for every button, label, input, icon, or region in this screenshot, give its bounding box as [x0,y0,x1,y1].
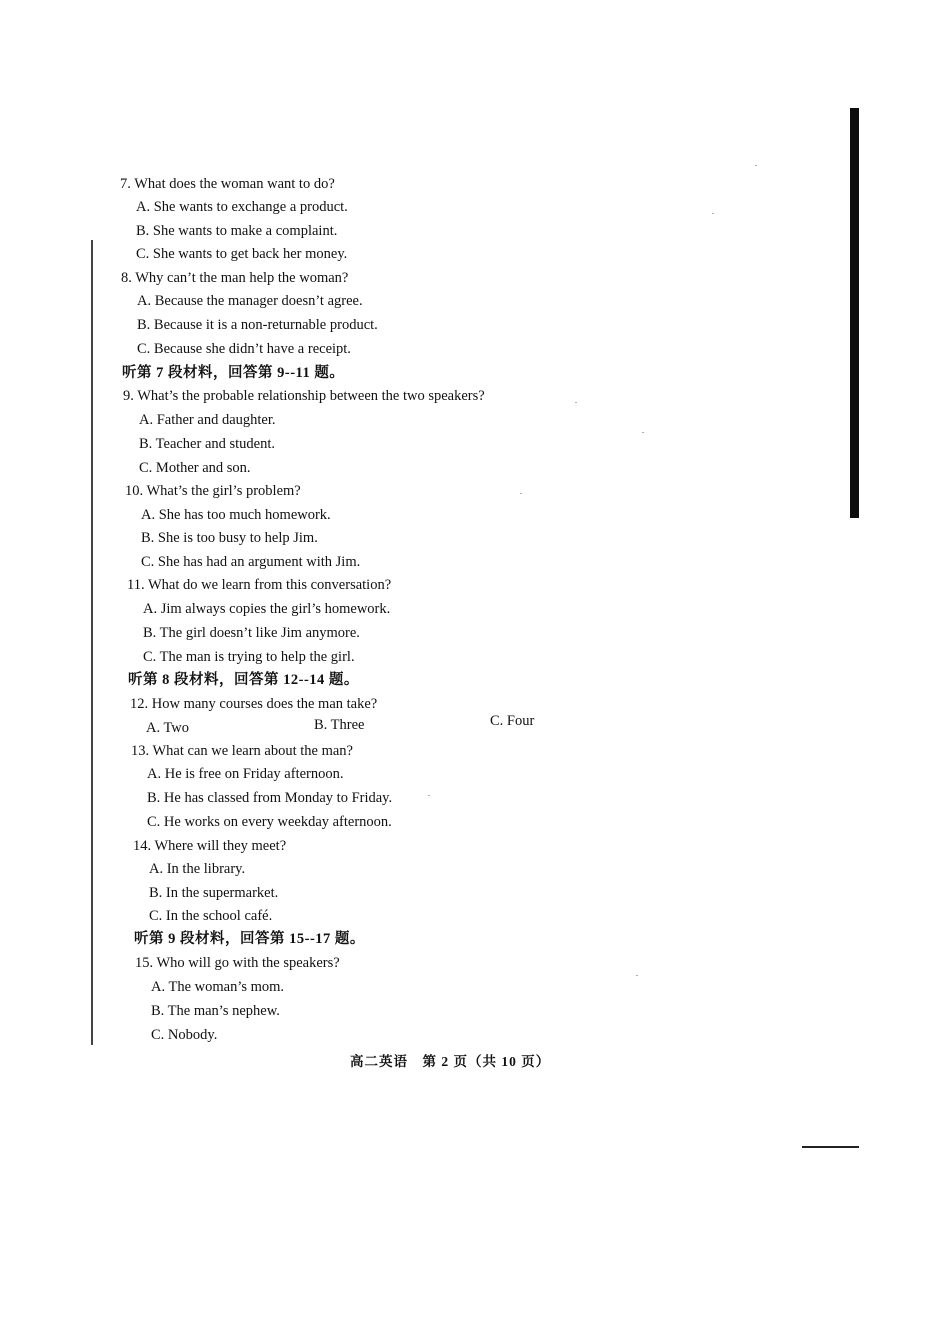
option-10c: C. She has had an argument with Jim. [141,554,361,570]
option-13b: B. He has classed from Monday to Friday. [147,790,393,806]
scan-speck [755,165,757,166]
option-14c: C. In the school café. [149,908,273,924]
section-header-8: 听第 8 段材料，回答第 12--14 题。 [128,672,359,688]
option-9b: B. Teacher and student. [139,436,276,452]
option-13a: A. He is free on Friday afternoon. [147,766,344,782]
scan-speck [642,432,644,433]
option-9a: A. Father and daughter. [139,412,276,428]
question-7: 7. What does the woman want to do? [120,176,335,192]
section-header-9: 听第 9 段材料，回答第 15--17 题。 [134,931,365,947]
option-11b: B. The girl doesn’t like Jim anymore. [143,625,360,641]
option-15a: A. The woman’s mom. [151,979,285,995]
option-11a: A. Jim always copies the girl’s homework. [143,601,391,617]
page-footer: 高二英语 第 2 页（共 10 页） [350,1054,551,1069]
option-10a: A. She has too much homework. [141,507,331,523]
scan-bottom-mark [802,1146,859,1148]
question-10: 10. What’s the girl’s problem? [125,483,301,499]
question-13: 13. What can we learn about the man? [131,743,353,759]
option-7a: A. She wants to exchange a product. [136,199,348,215]
question-9: 9. What’s the probable relationship between the two speakers? [123,388,485,404]
option-14a: A. In the library. [149,861,246,877]
option-13c: C. He works on every weekday afternoon. [147,814,392,830]
scan-edge-bar [850,108,859,518]
option-7c: C. She wants to get back her money. [136,246,348,262]
option-8c: C. Because she didn’t have a receipt. [137,341,351,357]
option-15b: B. The man’s nephew. [151,1003,280,1019]
option-8b: B. Because it is a non-returnable product. [137,317,378,333]
option-15c: C. Nobody. [151,1027,218,1043]
section-header-7: 听第 7 段材料，回答第 9--11 题。 [122,365,345,381]
scan-speck [428,795,430,796]
question-11: 11. What do we learn from this conversation? [127,577,392,593]
option-14b: B. In the supermarket. [149,885,279,901]
scan-left-rule [91,240,93,1045]
question-15: 15. Who will go with the speakers? [135,955,340,971]
question-8: 8. Why can’t the man help the woman? [121,270,349,286]
scan-speck [575,402,577,403]
option-11c: C. The man is trying to help the girl. [143,649,355,665]
scan-speck [712,213,714,214]
option-12c: C. Four [490,713,535,729]
scan-speck [520,493,522,494]
option-8a: A. Because the manager doesn’t agree. [137,293,363,309]
option-12a: A. Two [146,720,190,736]
question-14: 14. Where will they meet? [133,838,287,854]
option-7b: B. She wants to make a complaint. [136,223,338,239]
option-12b: B. Three [314,717,365,733]
option-9c: C. Mother and son. [139,460,251,476]
question-12: 12. How many courses does the man take? [130,696,378,712]
option-10b: B. She is too busy to help Jim. [141,530,318,546]
scan-speck [636,975,638,976]
